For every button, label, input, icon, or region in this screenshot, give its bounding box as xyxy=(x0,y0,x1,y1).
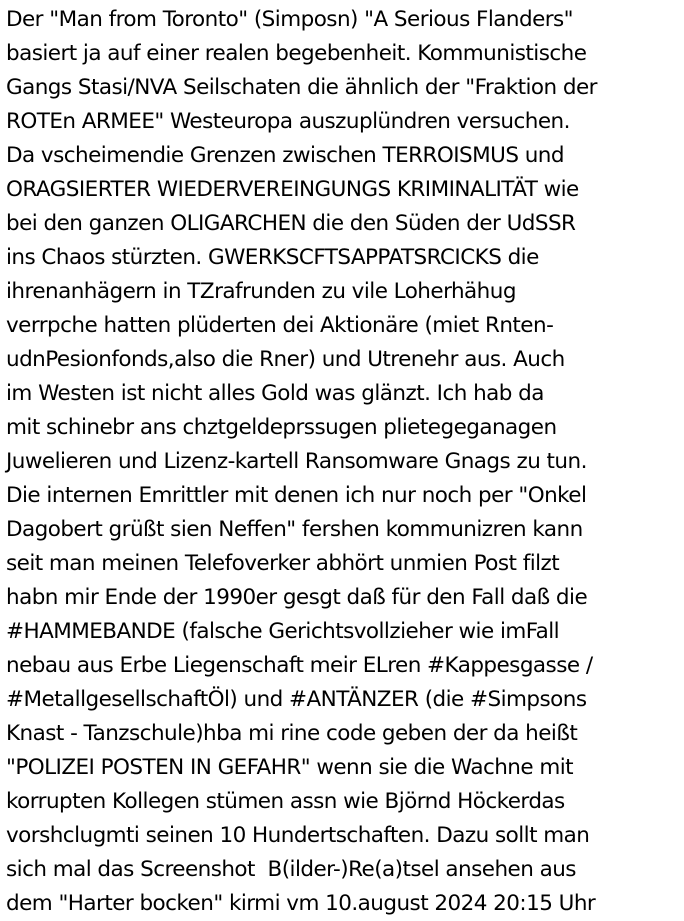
text-line: korrupten Kollegen stümen assn wie Björnd Höckerdas xyxy=(6,789,565,814)
text-line: Der "Man from Toronto" (Simposn) "A Serious Flanders" xyxy=(6,7,574,32)
text-line: Knast - Tanzschule)hba mi rine code geben der da heißt xyxy=(6,721,578,746)
text-line: bei den ganzen OLIGARCHEN die den Süden der UdSSR xyxy=(6,211,576,236)
text-line: Da vscheimendie Grenzen zwischen TERROISMUS und xyxy=(6,143,564,168)
text-line: Die internen Emrittler mit denen ich nur noch per "Onkel xyxy=(6,483,587,508)
text-line: nebau aus Erbe Liegenschaft meir ELren #Kappesgasse / xyxy=(6,653,593,678)
text-line: Gangs Stasi/NVA Seilschaten die ähnlich der "Fraktion der xyxy=(6,75,597,100)
text-line: basiert ja auf einer realen begebenheit. Kommunistische xyxy=(6,41,587,66)
text-line: verrpche hatten plüderten dei Aktionäre (miet Rnten- xyxy=(6,313,554,338)
text-line: udnPesionfonds,also die Rner) und Utrenehr aus. Auch xyxy=(6,347,565,372)
text-line: dem "Harter bocken" kirmi vm 10.august 2024 20:15 Uhr xyxy=(6,891,596,916)
text-line: ihrenanhägern in TZrafrunden zu vile Loherhähug xyxy=(6,279,516,304)
text-line: habn mir Ende der 1990er gesgt daß für den Fall daß die xyxy=(6,585,588,610)
text-line: sich mal das Screenshot B(ilder-)Re(a)tsel ansehen aus xyxy=(6,857,576,882)
text-line: mit schinebr ans chztgeldeprssugen plietegeganagen xyxy=(6,415,557,440)
document-text xyxy=(6,3,682,921)
text-line: #HAMMEBANDE (falsche Gerichtsvollzieher wie imFall xyxy=(6,619,560,644)
text-line: Juwelieren und Lizenz-kartell Ransomware Gnags zu tun. xyxy=(6,449,587,474)
text-line: Dagobert grüßt sien Neffen" fershen kommunizren kann xyxy=(6,517,583,542)
text-line: #MetallgesellschaftÖl) und #ANTÄNZER (die #Simpsons xyxy=(6,687,587,712)
text-line: ORAGSIERTER WIEDERVEREINGUNGS KRIMINALITÄT wie xyxy=(6,177,579,202)
text-line: ins Chaos stürzten. GWERKSCFTSAPPATSRCICKS die xyxy=(6,245,539,270)
text-line: "POLIZEI POSTEN IN GEFAHR" wenn sie die Wachne mit xyxy=(6,755,574,780)
text-line: seit man meinen Telefoverker abhört unmien Post filzt xyxy=(6,551,560,576)
text-line: ROTEn ARMEE" Westeuropa auszuplündren versuchen. xyxy=(6,109,570,134)
text-line: vorshclugmti seinen 10 Hundertschaften. Dazu sollt man xyxy=(6,823,590,848)
text-line: im Westen ist nicht alles Gold was glänzt. Ich hab da xyxy=(6,381,544,406)
